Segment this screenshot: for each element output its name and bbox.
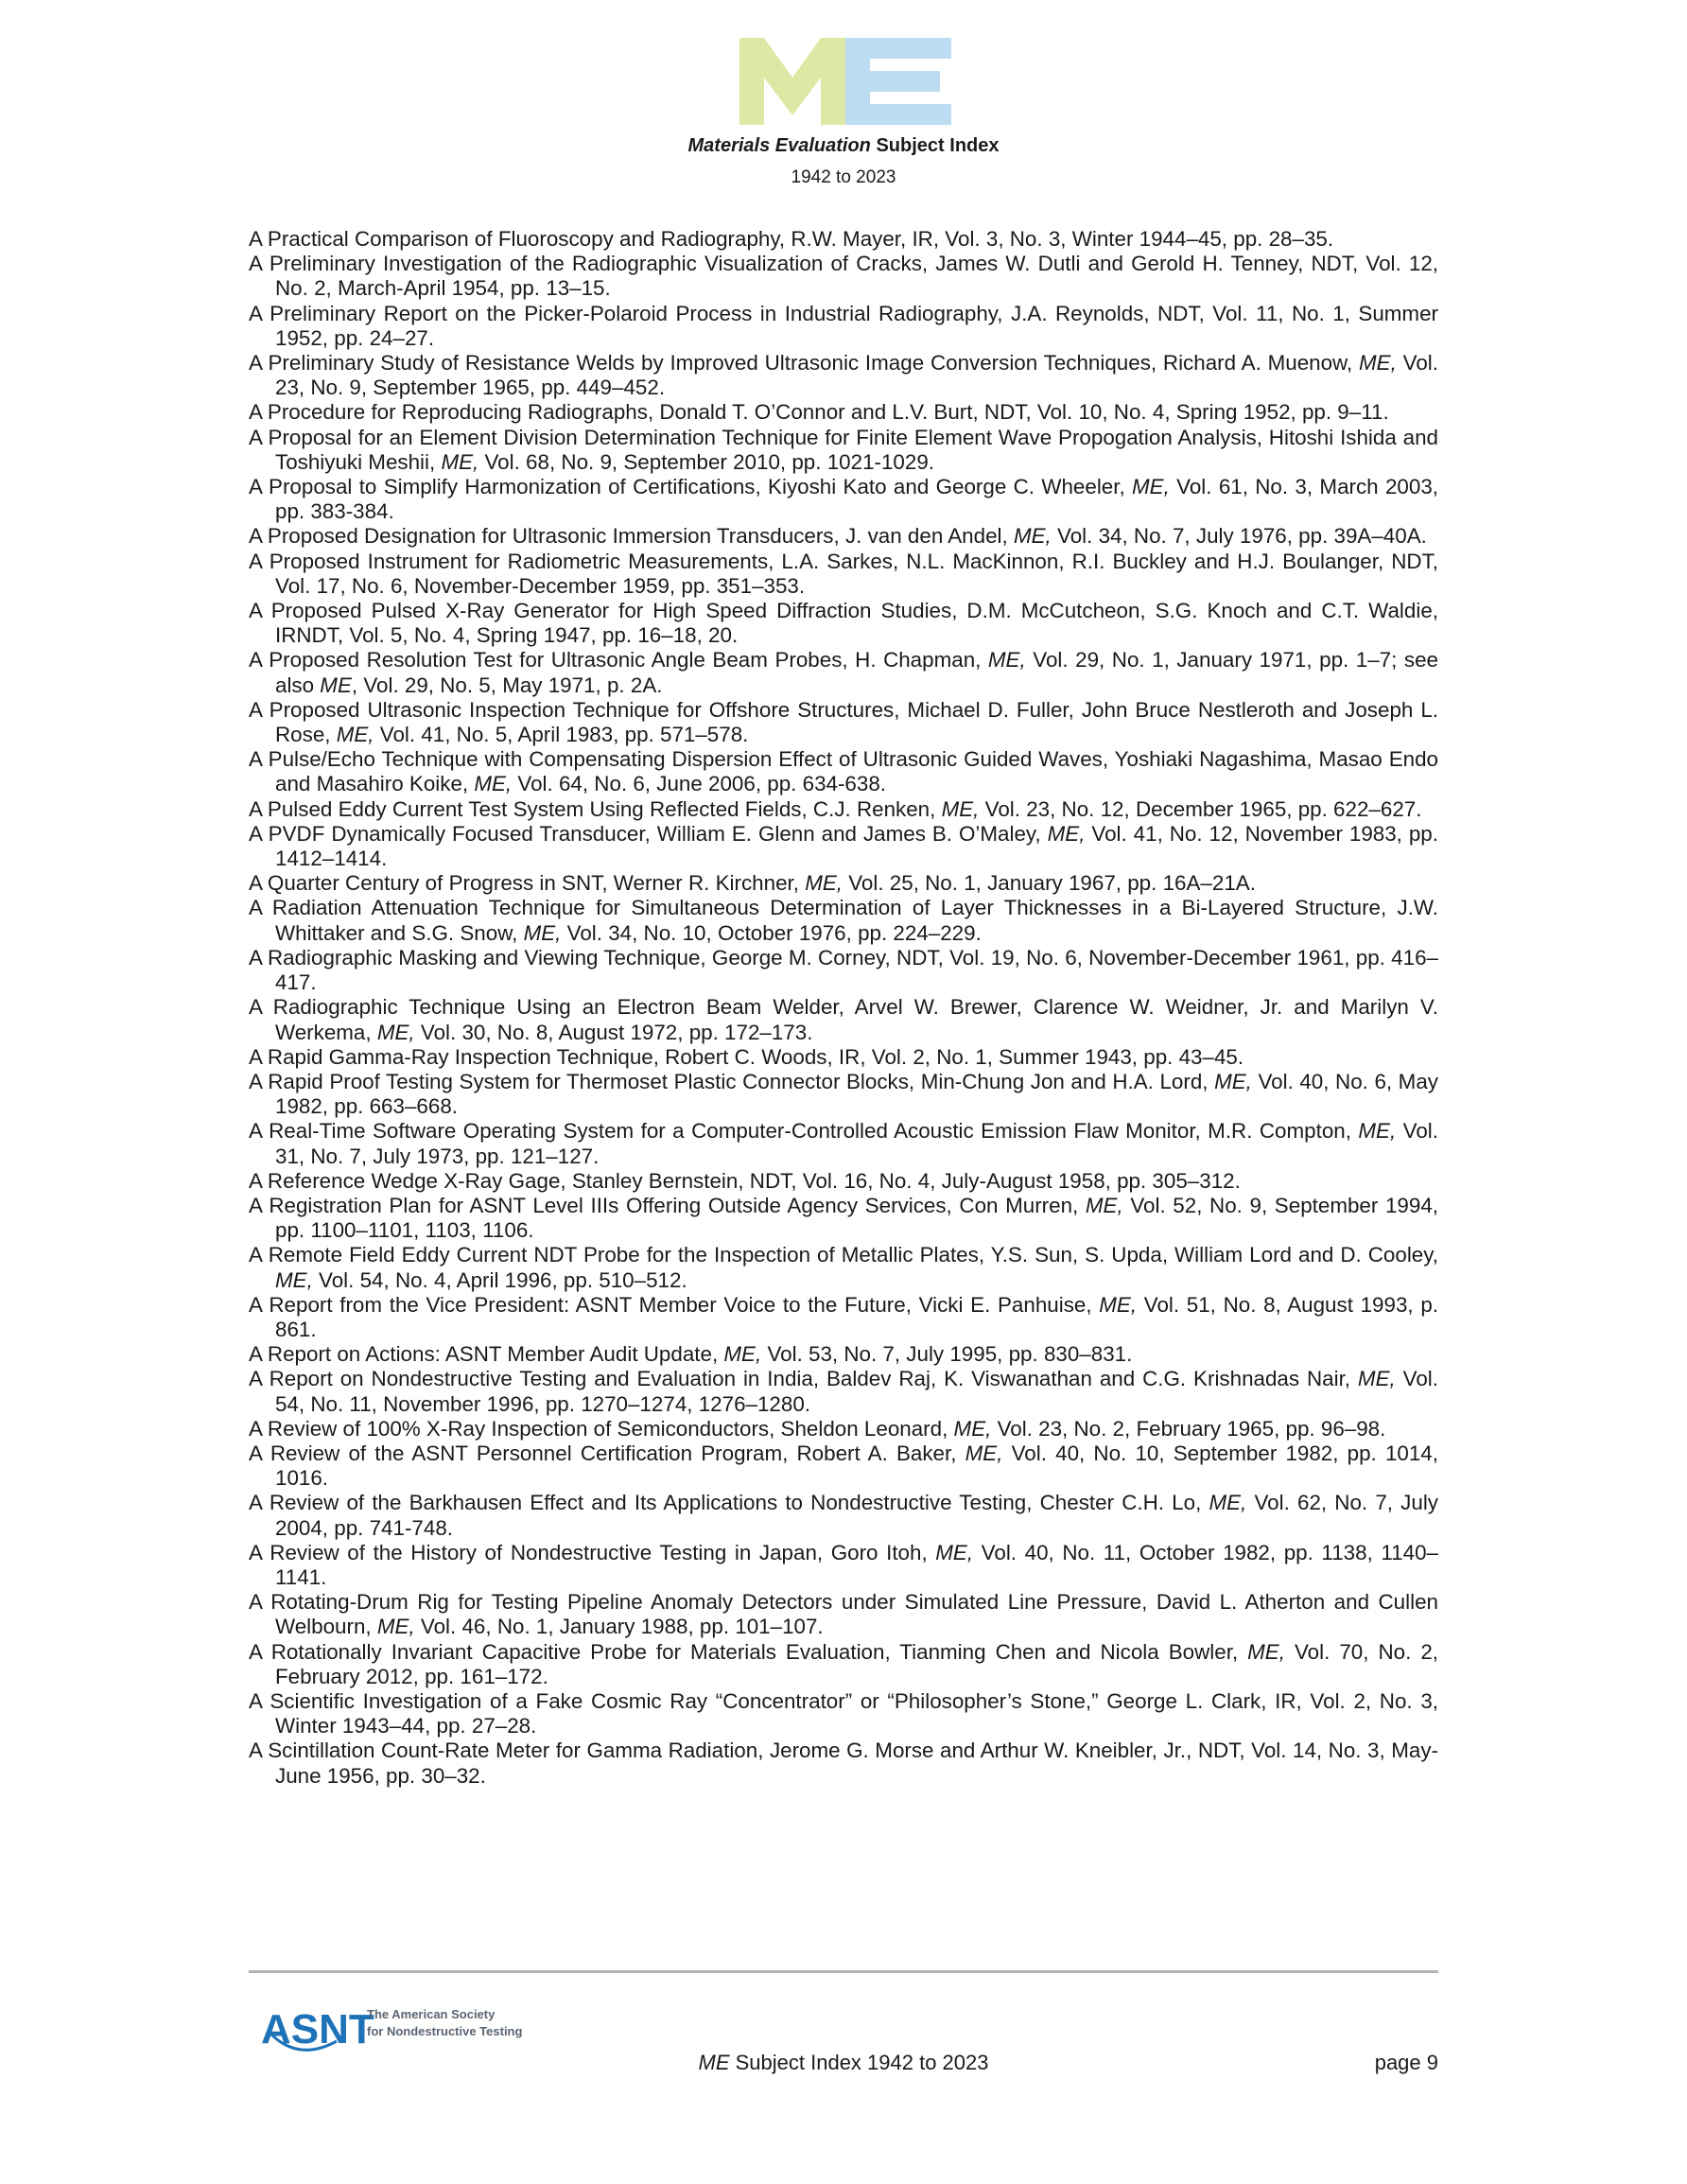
- index-entry: [249, 946, 1438, 995]
- index-entry: [249, 1243, 1438, 1292]
- me-logo: [739, 38, 951, 125]
- entry-journal-italic: ME,: [953, 1416, 992, 1441]
- index-title-rest: Subject Index: [870, 135, 1000, 156]
- entry-text: Vol. 68, No. 9, September 2010, pp. 1021-1029.: [478, 449, 935, 474]
- entry-text: Vol. 31, No. 7, July 1973, pp. 121–127.: [275, 1119, 1438, 1168]
- index-entry: [249, 524, 1438, 549]
- me-logo-graphic: [739, 38, 951, 125]
- entry-text: A Radiographic Masking and Viewing Technique, George M. Corney, NDT, Vol. 19, No. 6, November-December 1961, pp. 416–417.: [249, 945, 1438, 995]
- entry-text: A Preliminary Report on the Picker-Polaroid Process in Industrial Radiography, J.A. Reynolds, NDT, Vol. 11, No. 1, Summer 1952, pp. 24–27.: [249, 301, 1438, 350]
- entry-journal-italic: ME,: [941, 796, 980, 821]
- entry-text: A Quarter Century of Progress in SNT, Werner R. Kirchner,: [249, 871, 806, 896]
- index-entry: [249, 599, 1438, 648]
- entry-text: A Rapid Proof Testing System for Thermoset Plastic Connector Blocks, Min-Chung Jon and H.A. Lord,: [249, 1069, 1215, 1093]
- index-entry: [249, 797, 1438, 822]
- entry-text: Vol. 34, No. 10, October 1976, pp. 224–229.: [561, 920, 982, 945]
- index-entry: [249, 1169, 1438, 1194]
- footer-divider: [249, 1970, 1438, 1973]
- entry-journal-italic: ME,: [987, 648, 1026, 673]
- index-entry: [249, 1070, 1438, 1119]
- page-number: page 9: [1374, 2051, 1438, 2074]
- entry-text: A PVDF Dynamically Focused Transducer, William E. Glenn and James B. O’Maley,: [249, 821, 1048, 846]
- index-entry: [249, 302, 1438, 351]
- entry-text: , Vol. 29, No. 5, May 1971, p. 2A.: [351, 673, 663, 697]
- entry-text: A Proposed Pulsed X-Ray Generator for High Speed Diffraction Studies, D.M. McCutcheon, S.G. Knoch and C.T. Waldie, IRNDT, Vol. 5, No. 4, Spring 1947, pp. 16–18, 20.: [249, 599, 1438, 648]
- entry-journal-italic: ME,: [474, 772, 513, 796]
- entry-text: Vol. 61, No. 3, March 2003, pp. 383-384.: [275, 475, 1438, 524]
- entry-journal-italic: ME,: [441, 449, 479, 474]
- footer-title-italic: ME: [698, 2051, 730, 2074]
- entry-text: A Practical Comparison of Fluoroscopy and Radiography, R.W. Mayer, IR, Vol. 3, No. 3, Winter 1944–45, pp. 28–35.: [249, 227, 1334, 251]
- entry-text: A Pulsed Eddy Current Test System Using Reflected Fields, C.J. Renken,: [249, 796, 942, 821]
- entry-text: Vol. 40, No. 6, May 1982, pp. 663–668.: [275, 1069, 1438, 1119]
- entry-text: A Procedure for Reproducing Radiographs, Donald T. O’Connor and L.V. Burt, NDT, Vol. 10, No. 4, Spring 1952, pp. 9–11.: [249, 400, 1389, 425]
- entry-journal-italic: ME,: [336, 723, 374, 747]
- entry-text: A Scientific Investigation of a Fake Cosmic Ray “Concentrator” or “Philosopher’s Stone,” George L. Clark, IR, Vol. 2, No. 3, Winter 1943–44, pp. 27–28.: [249, 1688, 1438, 1738]
- footer-title-rest: Subject Index 1942 to 2023: [729, 2051, 989, 2074]
- entry-text: Vol. 30, No. 8, August 1972, pp. 172–173.: [414, 1020, 813, 1044]
- entry-journal-italic: ME,: [1209, 1491, 1247, 1515]
- index-entry: [249, 1194, 1438, 1243]
- entry-text: A Proposed Resolution Test for Ultrasonic Angle Beam Probes, H. Chapman,: [249, 648, 988, 673]
- index-entry: [249, 822, 1438, 871]
- index-entries: [249, 227, 1438, 1789]
- index-entry: [249, 1367, 1438, 1416]
- entry-journal-italic: ME,: [1358, 1119, 1397, 1144]
- entry-text: Vol. 52, No. 9, September 1994, pp. 1100–1101, 1103, 1106.: [275, 1193, 1438, 1243]
- entry-journal-italic: ME,: [523, 920, 562, 945]
- entry-journal-italic: ME,: [275, 1267, 313, 1292]
- entry-journal-italic: ME,: [1099, 1292, 1138, 1317]
- index-entry: [249, 1491, 1438, 1540]
- index-entry: [249, 1738, 1438, 1788]
- entry-text: A Proposed Ultrasonic Inspection Technique for Offshore Structures, Michael D. Fuller, John Bruce Nestleroth and Joseph L. Rose,: [249, 697, 1438, 747]
- entry-text: A Reference Wedge X-Ray Gage, Stanley Bernstein, NDT, Vol. 16, No. 4, July-August 1958, pp. 305–312.: [249, 1168, 1241, 1193]
- index-entry: [249, 1590, 1438, 1639]
- entry-text: Vol. 23, No. 12, December 1965, pp. 622–627.: [979, 796, 1422, 821]
- entry-journal-italic: ME,: [1013, 524, 1052, 549]
- entry-text: A Preliminary Study of Resistance Welds by Improved Ultrasonic Image Conversion Techniques, Richard A. Muenow,: [249, 351, 1360, 376]
- entry-text: A Proposed Designation for Ultrasonic Immersion Transducers, J. van den Andel,: [249, 524, 1014, 549]
- entry-text: Vol. 41, No. 5, April 1983, pp. 571–578.: [374, 723, 749, 747]
- entry-text: Vol. 62, No. 7, July 2004, pp. 741-748.: [275, 1491, 1438, 1540]
- entry-text: A Rapid Gamma-Ray Inspection Technique, Robert C. Woods, IR, Vol. 2, No. 1, Summer 1943, pp. 43–45.: [249, 1044, 1244, 1069]
- entry-text: Vol. 29, No. 1, January 1971, pp. 1–7; see also: [275, 648, 1438, 697]
- entry-text: Vol. 64, No. 6, June 2006, pp. 634-638.: [512, 772, 887, 796]
- entry-journal-italic: ME,: [1047, 821, 1086, 846]
- index-entry: [249, 747, 1438, 796]
- entry-text: A Pulse/Echo Technique with Compensating Dispersion Effect of Ultrasonic Guided Waves, Yoshiaki Nagashima, Masao Endo and Masahiro Koike,: [249, 747, 1438, 796]
- entry-text: Vol. 23, No. 9, September 1965, pp. 449–452.: [275, 351, 1438, 400]
- entry-journal-italic: ME,: [723, 1342, 762, 1367]
- index-entry: [249, 1293, 1438, 1342]
- index-entry: [249, 995, 1438, 1044]
- entry-journal-italic: ME,: [1132, 475, 1170, 499]
- index-title-italic: Materials Evaluation: [687, 135, 871, 156]
- entry-text: Vol. 53, No. 7, July 1995, pp. 830–831.: [761, 1342, 1133, 1367]
- index-entry: [249, 475, 1438, 524]
- entry-text: A Registration Plan for ASNT Level IIIs Offering Outside Agency Services, Con Murren,: [249, 1193, 1086, 1217]
- entry-text: A Proposal to Simplify Harmonization of Certifications, Kiyoshi Kato and George C. Wheeler,: [249, 475, 1133, 499]
- index-entry: [249, 1119, 1438, 1168]
- entry-text: A Rotating-Drum Rig for Testing Pipeline Anomaly Detectors under Simulated Line Pressure, David L. Atherton and Cullen Welbourn,: [249, 1590, 1438, 1639]
- index-entry: [249, 1689, 1438, 1738]
- index-entry: [249, 426, 1438, 475]
- entry-text: A Remote Field Eddy Current NDT Probe for the Inspection of Metallic Plates, Y.S. Sun, S. Upda, William Lord and D. Cooley,: [249, 1243, 1438, 1267]
- asnt-name-line1: The American Society: [367, 2007, 496, 2021]
- index-entry: [249, 1342, 1438, 1367]
- entry-journal-italic: ME,: [965, 1441, 1003, 1465]
- entry-journal-italic: ME,: [805, 871, 843, 896]
- entry-text: Vol. 40, No. 11, October 1982, pp. 1138, 1140–1141.: [275, 1540, 1438, 1589]
- entry-text: Vol. 40, No. 10, September 1982, pp. 1014, 1016.: [275, 1441, 1438, 1491]
- entry-text: Vol. 70, No. 2, February 2012, pp. 161–172.: [275, 1639, 1439, 1688]
- entry-text: A Review of 100% X-Ray Inspection of Semiconductors, Sheldon Leonard,: [249, 1416, 954, 1441]
- svg-text:ASNT: ASNT: [261, 2006, 374, 2053]
- entry-text: A Real-Time Software Operating System for a Computer-Controlled Acoustic Emission Flaw Monitor, M.R. Compton,: [249, 1119, 1359, 1144]
- entry-journal-italic: ME,: [1359, 351, 1397, 376]
- index-entry: [249, 1640, 1438, 1689]
- entry-journal-italic: ME,: [935, 1540, 974, 1564]
- entry-text: A Report from the Vice President: ASNT Member Voice to the Future, Vicki E. Panhuise,: [249, 1292, 1100, 1317]
- index-entry: [249, 1045, 1438, 1070]
- entry-journal-italic: ME,: [1357, 1367, 1396, 1391]
- entry-text: Vol. 51, No. 8, August 1993, p. 861.: [275, 1292, 1438, 1341]
- index-entry: [249, 227, 1438, 252]
- asnt-name-line2: for Nondestructive Testing: [367, 2024, 523, 2038]
- index-years: 1942 to 2023: [791, 167, 896, 187]
- entry-text: Vol. 41, No. 12, November 1983, pp. 1412–1414.: [275, 821, 1438, 871]
- entry-journal-italic: ME,: [1247, 1639, 1285, 1664]
- entry-text: A Rotationally Invariant Capacitive Probe for Materials Evaluation, Tianming Chen and Nicola Bowler,: [249, 1639, 1248, 1664]
- index-entry: [249, 1541, 1438, 1590]
- index-entry: [249, 252, 1438, 301]
- entry-text: Vol. 25, No. 1, January 1967, pp. 16A–21A.: [843, 871, 1256, 896]
- entry-text: A Radiation Attenuation Technique for Simultaneous Determination of Layer Thicknesses in a Bi-Layered Structure, J.W. Whittaker and S.G. Snow,: [249, 896, 1438, 945]
- index-entry: [249, 351, 1438, 400]
- entry-journal-italic: ME: [320, 673, 352, 697]
- index-entry: [249, 871, 1438, 896]
- entry-text: A Proposal for an Element Division Determination Technique for Finite Element Wave Propogation Analysis, Hitoshi Ishida and Toshiyuki Meshii,: [249, 425, 1438, 474]
- entry-journal-italic: ME,: [1214, 1069, 1252, 1093]
- entry-text: Vol. 54, No. 11, November 1996, pp. 1270–1274, 1276–1280.: [275, 1367, 1438, 1416]
- entry-text: A Review of the Barkhausen Effect and Its Applications to Nondestructive Testing, Chester C.H. Lo,: [249, 1491, 1209, 1515]
- entry-text: A Review of the History of Nondestructive Testing in Japan, Goro Itoh,: [249, 1540, 936, 1564]
- entry-text: Vol. 46, No. 1, January 1988, pp. 101–107.: [414, 1615, 824, 1639]
- entry-text: A Radiographic Technique Using an Electron Beam Welder, Arvel W. Brewer, Clarence W. Weidner, Jr. and Marilyn V. Werkema,: [249, 995, 1438, 1044]
- entry-journal-italic: ME,: [376, 1615, 415, 1639]
- entry-text: A Review of the ASNT Personnel Certification Program, Robert A. Baker,: [249, 1441, 965, 1465]
- entry-text: Vol. 34, No. 7, July 1976, pp. 39A–40A.: [1051, 524, 1427, 549]
- index-entry: [249, 648, 1438, 697]
- index-entry: [249, 1441, 1438, 1491]
- index-entry: [249, 400, 1438, 425]
- index-title: [0, 134, 1687, 157]
- entry-journal-italic: ME,: [376, 1020, 415, 1044]
- index-entry: [249, 1417, 1438, 1441]
- index-entry: [249, 698, 1438, 747]
- index-entry: [249, 550, 1438, 599]
- entry-text: A Report on Nondestructive Testing and Evaluation in India, Baldev Raj, K. Viswanathan and C.G. Krishnadas Nair,: [249, 1367, 1358, 1391]
- index-entry: [249, 896, 1438, 945]
- entry-journal-italic: ME,: [1085, 1193, 1123, 1217]
- entry-text: A Preliminary Investigation of the Radiographic Visualization of Cracks, James W. Dutli and Gerold H. Tenney, NDT, Vol. 12, No. 2, March-April 1954, pp. 13–15.: [249, 252, 1438, 301]
- entry-text: A Scintillation Count-Rate Meter for Gamma Radiation, Jerome G. Morse and Arthur W. Kneibler, Jr., NDT, Vol. 14, No. 3, May-June 1956, pp. 30–32.: [249, 1738, 1438, 1788]
- entry-text: A Proposed Instrument for Radiometric Measurements, L.A. Sarkes, N.L. MacKinnon, R.I. Buckley and H.J. Boulanger, NDT, Vol. 17, No. 6, November-December 1959, pp. 351–353.: [249, 549, 1438, 598]
- entry-text: A Report on Actions: ASNT Member Audit Update,: [249, 1342, 724, 1367]
- entry-text: Vol. 54, No. 4, April 1996, pp. 510–512.: [312, 1267, 687, 1292]
- entry-text: Vol. 23, No. 2, February 1965, pp. 96–98.: [991, 1416, 1386, 1441]
